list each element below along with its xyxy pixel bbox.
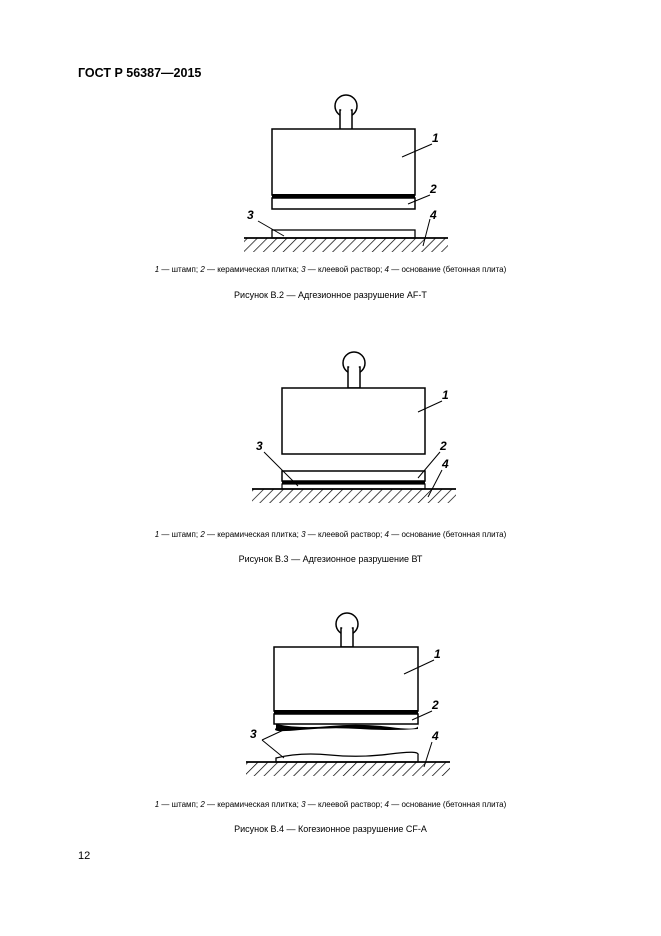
callout-4: 4 [432,729,439,743]
callout-4: 4 [442,457,449,471]
figure-b2-legend: 1 — штамп; 2 — керамическая плитка; 3 — клеевой раствор; 4 — основание (бетонная плита) [154,265,507,274]
callout-1: 1 [442,388,449,402]
stamp-handle [335,95,357,130]
callout-4: 4 [430,208,437,222]
page-number: 12 [78,850,91,862]
figure-b3-legend: 1 — штамп; 2 — керамическая плитка; 3 — клеевой раствор; 4 — основание (бетонная плита) [154,530,507,539]
ceramic-tile [272,198,415,209]
concrete-base-hatch [252,489,456,503]
callout-3: 3 [247,208,254,222]
callout-2: 2 [432,698,439,712]
callout-3: 3 [256,439,263,453]
figure-b4-caption: Рисунок В.4 — Когезионное разрушение CF-A [234,824,427,834]
figure-b4-legend: 1 — штамп; 2 — керамическая плитка; 3 — клеевой раствор; 4 — основание (бетонная плита) [154,800,507,809]
figure-b2-caption: Рисунок В.2 — Адгезионное разрушение AF-T [234,290,427,300]
callout-3: 3 [250,727,257,741]
adhesive-fracture-upper [275,724,418,731]
figure-b3-caption: Рисунок В.3 — Адгезионное разрушение ВТ [238,554,423,564]
adhesive-fracture-lower [276,752,418,762]
stamp [282,388,425,454]
stamp-handle [343,352,365,388]
callout-2: 2 [430,182,437,196]
stamp-handle [336,613,358,647]
concrete-base-hatch [244,238,448,252]
figure-b4-diagram [0,605,661,785]
stamp [274,647,418,711]
ceramic-tile [282,471,425,481]
figure-b3-diagram [0,345,661,515]
callout-2: 2 [440,439,447,453]
figure-b2-diagram [0,85,661,265]
callout-1: 1 [432,131,439,145]
document-header: ГОСТ Р 56387—2015 [78,66,202,80]
callout-1: 1 [434,647,441,661]
stamp [272,129,415,195]
concrete-base-hatch [246,762,450,776]
adhesive-remnant [272,230,415,238]
ceramic-tile [274,714,418,724]
